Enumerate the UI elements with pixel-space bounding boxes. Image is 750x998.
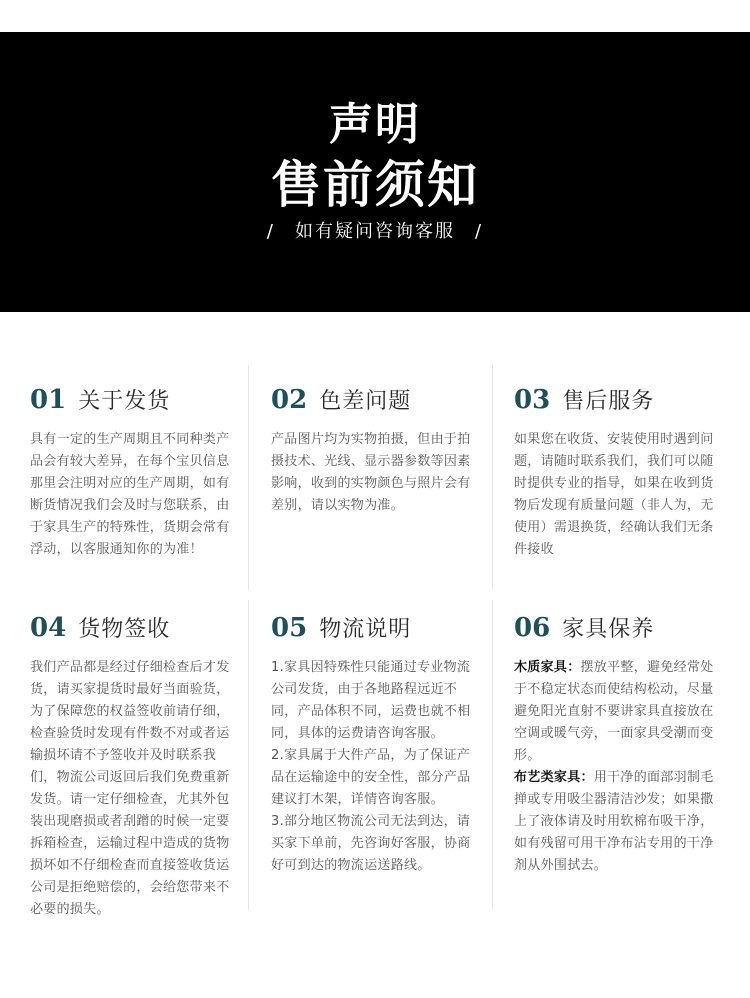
card-text: 产品图片均为实物拍摄，但由于拍摄技术、光线、显示器参数等因素影响，收到的实物颜色与照片会有差别，请以实物为准。 — [271, 432, 471, 513]
care-wood-label: 木质家具： — [514, 660, 581, 675]
card-after-sales — [514, 384, 719, 561]
card-shipping — [30, 384, 235, 561]
care-fabric — [514, 767, 719, 877]
care-fabric-text: 用干净的面部羽制毛掸或专用吸尘器清洁沙发；如果撒上了液体请及时用软棉布吸干净，如有残留可用干净布沾专用的干净剂从外围拭去。 — [514, 770, 714, 873]
card-receipt — [30, 612, 235, 921]
subtitle-text: 如有疑问咨询客服 — [295, 221, 455, 242]
logistics-item: 2.家具属于大件产品，为了保证产品在运输途中的安全性，部分产品建议打木架，详情咨询客服。 — [271, 748, 471, 807]
slash-right: / — [475, 221, 484, 242]
card-number: 01 — [30, 385, 67, 415]
card-number: 04 — [30, 613, 67, 643]
header-title-statement: 声明 — [329, 99, 421, 150]
divider-line — [248, 365, 249, 590]
card-color-difference — [271, 384, 476, 517]
card-text: 我们产品都是经过仔细检查后才发货，请买家提货时最好当面验货，为了保障您的权益签收前请仔细，检查验货时发现有件数不对或者运输损坏请不予签收并及时联系我们，物流公司返回后我们免费重新发货。请一定仔细检查，尤其外包装出现磨损或者刮蹭的时候一定要拆箱检查，运输过程中造成的货物损坏如不仔细检查而直接签收货运公司是拒绝赔偿的，会给您带来不必要的损失。 — [30, 660, 230, 917]
header-subtitle — [0, 217, 750, 243]
card-title: 家具保养 — [562, 617, 655, 642]
card-title: 物流说明 — [319, 617, 412, 642]
card-title: 货物签收 — [78, 617, 171, 642]
logistics-item: 1.家具因特殊性只能通过专业物流公司发货，由于各地路程远近不同，产品体积不同，运费也就不相同，具体的运费请咨询客服。 — [271, 660, 471, 741]
card-furniture-care — [514, 612, 719, 877]
slash-left: / — [266, 221, 275, 242]
card-text: 具有一定的生产周期且不同种类产品会有较大差异，在每个宝贝信息那里会注明对应的生产周期，如有断货情况我们会及时与您联系，由于家具生产的特殊性，货期会常有浮动，以客服通知你的为准！ — [30, 432, 230, 557]
care-wood-text: 摆放平整，避免经常处于不稳定状态而使结构松动，尽量避免阳光直射不要讲家具直接放在空调或暖气旁，一面家具受潮而变形。 — [514, 660, 714, 763]
card-number: 03 — [514, 385, 551, 415]
card-title: 售后服务 — [562, 389, 655, 414]
divider-line — [492, 600, 493, 910]
care-wood — [514, 657, 719, 767]
card-number: 02 — [271, 385, 308, 415]
card-number: 05 — [271, 613, 308, 643]
card-title: 色差问题 — [319, 389, 412, 414]
card-logistics — [271, 612, 476, 877]
divider-line — [248, 600, 249, 910]
card-title: 关于发货 — [78, 389, 171, 414]
header-title-presale-notice: 售前须知 — [271, 155, 479, 214]
divider-line — [492, 365, 493, 590]
card-number: 06 — [514, 613, 551, 643]
logistics-item: 3.部分地区物流公司无法到达，请买家下单前，先咨询好客服，协商好可到达的物流运送路线。 — [271, 814, 471, 873]
card-text: 如果您在收货、安装使用时遇到问题，请随时联系我们，我们可以随时提供专业的指导，如果在收到货物后发现有质量问题（非人为，无使用）需退换货，经确认我们无条件接收 — [514, 432, 714, 557]
care-fabric-label: 布艺类家具： — [514, 770, 594, 785]
